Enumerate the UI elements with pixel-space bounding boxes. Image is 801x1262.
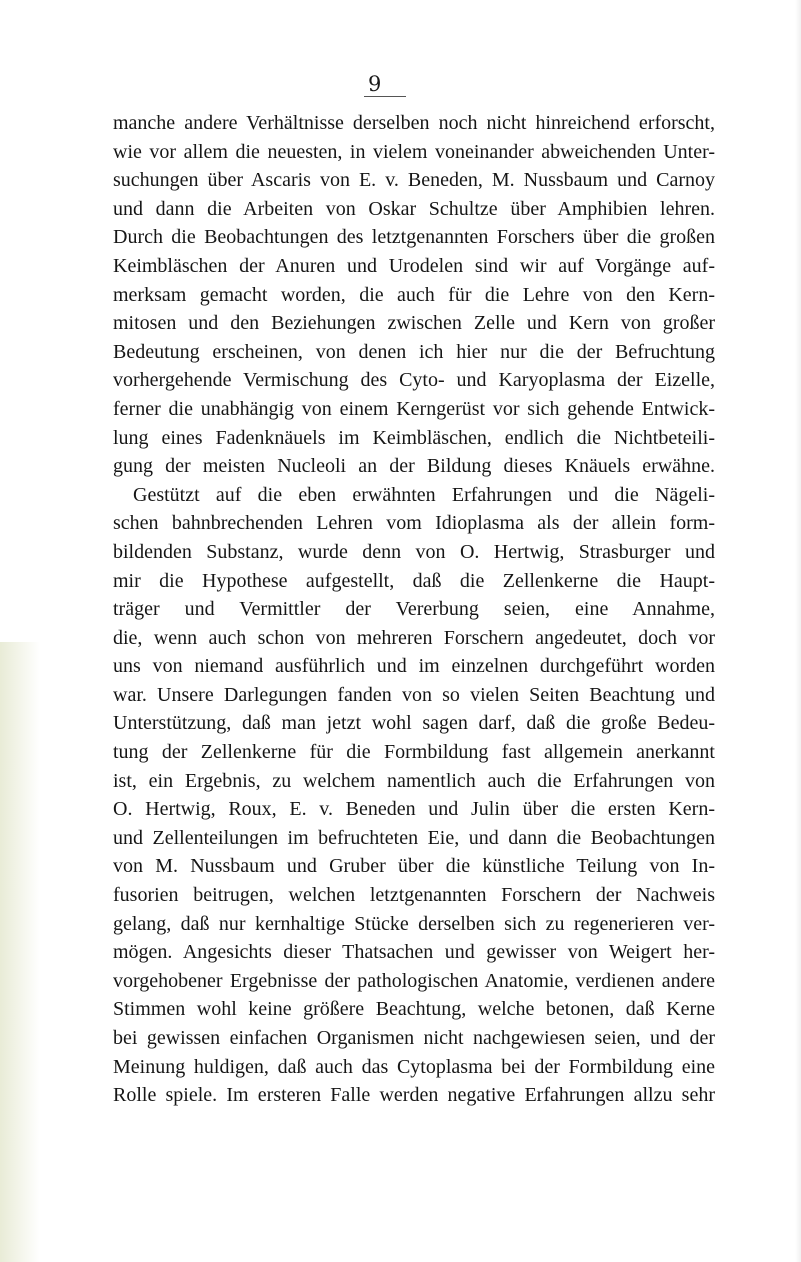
text-line: vorgehobener Ergebnisse der pathologischen Anatomie, verdienen andere: [113, 969, 715, 992]
text-line: und dann die Arbeiten von Oskar Schultze über Amphibien lehren.: [113, 197, 715, 220]
text-line: mögen. Angesichts dieser Thatsachen und gewisser von Weigert her-: [113, 941, 715, 964]
text-line: und Zellenteilungen im befruchteten Eie, und dann die Beobachtungen: [113, 826, 715, 849]
text-line: gung der meisten Nucleoli an der Bildung dieses Knäuels erwähne.: [113, 455, 715, 478]
text-line: suchungen über Ascaris von E. v. Beneden, M. Nussbaum und Carnoy: [113, 169, 715, 192]
text-line: merksam gemacht worden, die auch für die Lehre von den Kern-: [113, 283, 715, 306]
text-line: Unterstützung, daß man jetzt wohl sagen darf, daß die große Bedeu-: [113, 712, 715, 735]
text-line: uns von niemand ausführlich und im einzelnen durchgeführt worden: [113, 655, 715, 678]
text-line: ist, ein Ergebnis, zu welchem namentlich auch die Erfahrungen von: [113, 769, 715, 792]
text-line: die, wenn auch schon von mehreren Forschern angedeutet, doch vor: [113, 626, 715, 649]
text-line: lung eines Fadenknäuels im Keimbläschen, endlich die Nichtbeteili-: [113, 426, 715, 449]
page-edge-shadow: [795, 0, 801, 1262]
text-line: tung der Zellenkerne für die Formbildung fast allgemein anerkannt: [113, 741, 715, 764]
page-number: 9: [368, 72, 382, 96]
page-number-rule: [364, 96, 406, 97]
text-line: träger und Vermittler der Vererbung seien, eine Annahme,: [113, 598, 715, 621]
body-text: [113, 109, 715, 1110]
text-line: manche andere Verhältnisse derselben noch nicht hinreichend erforscht,: [113, 112, 715, 134]
text-line: vorhergehende Vermischung des Cyto- und Karyoplasma der Eizelle,: [113, 369, 715, 392]
text-line: ferner die unabhängig von einem Kerngerüst vor sich gehende Entwick-: [113, 397, 715, 420]
text-line: mir die Hypothese aufgestellt, daß die Zellenkerne die Haupt-: [113, 569, 715, 592]
text-line: bildenden Substanz, wurde denn von O. Hertwig, Strasburger und: [113, 540, 715, 563]
text-line: wie vor allem die neuesten, in vielem voneinander abweichenden Unter-: [113, 140, 715, 163]
text-line: Keimbläschen der Anuren und Urodelen sind wir auf Vorgänge auf-: [113, 254, 715, 277]
text-line: Durch die Beobachtungen des letztgenannten Forschers über die großen: [113, 226, 715, 249]
text-line: mitosen und den Beziehungen zwischen Zelle und Kern von großer: [113, 312, 715, 335]
text-line: Rolle spiele. Im ersteren Falle werden negative Erfahrungen allzu sehr: [113, 1084, 715, 1107]
text-line: Meinung huldigen, daß auch das Cytoplasma bei der Formbildung eine: [113, 1055, 715, 1078]
text-line: fusorien beitrugen, welchen letztgenannten Forschern der Nachweis: [113, 884, 715, 907]
text-line: Bedeutung erscheinen, von denen ich hier nur die der Befruchtung: [113, 340, 715, 363]
text-line: Gestützt auf die eben erwähnten Erfahrungen und die Nägeli-: [133, 483, 715, 506]
text-line: gelang, daß nur kernhaltige Stücke derselben sich zu regenerieren ver-: [113, 912, 715, 935]
page-edge-discoloration: [0, 642, 40, 1262]
text-line: O. Hertwig, Roux, E. v. Beneden und Julin über die ersten Kern-: [113, 798, 715, 821]
text-line: schen bahnbrechenden Lehren vom Idioplasma als der allein form-: [113, 512, 715, 535]
text-line: Stimmen wohl keine größere Beachtung, welche betonen, daß Kerne: [113, 998, 715, 1021]
text-line: bei gewissen einfachen Organismen nicht nachgewiesen seien, und der: [113, 1027, 715, 1049]
text-line: war. Unsere Darlegungen fanden von so vielen Seiten Beachtung und: [113, 683, 715, 706]
text-line: von M. Nussbaum und Gruber über die künstliche Teilung von In-: [113, 855, 715, 878]
